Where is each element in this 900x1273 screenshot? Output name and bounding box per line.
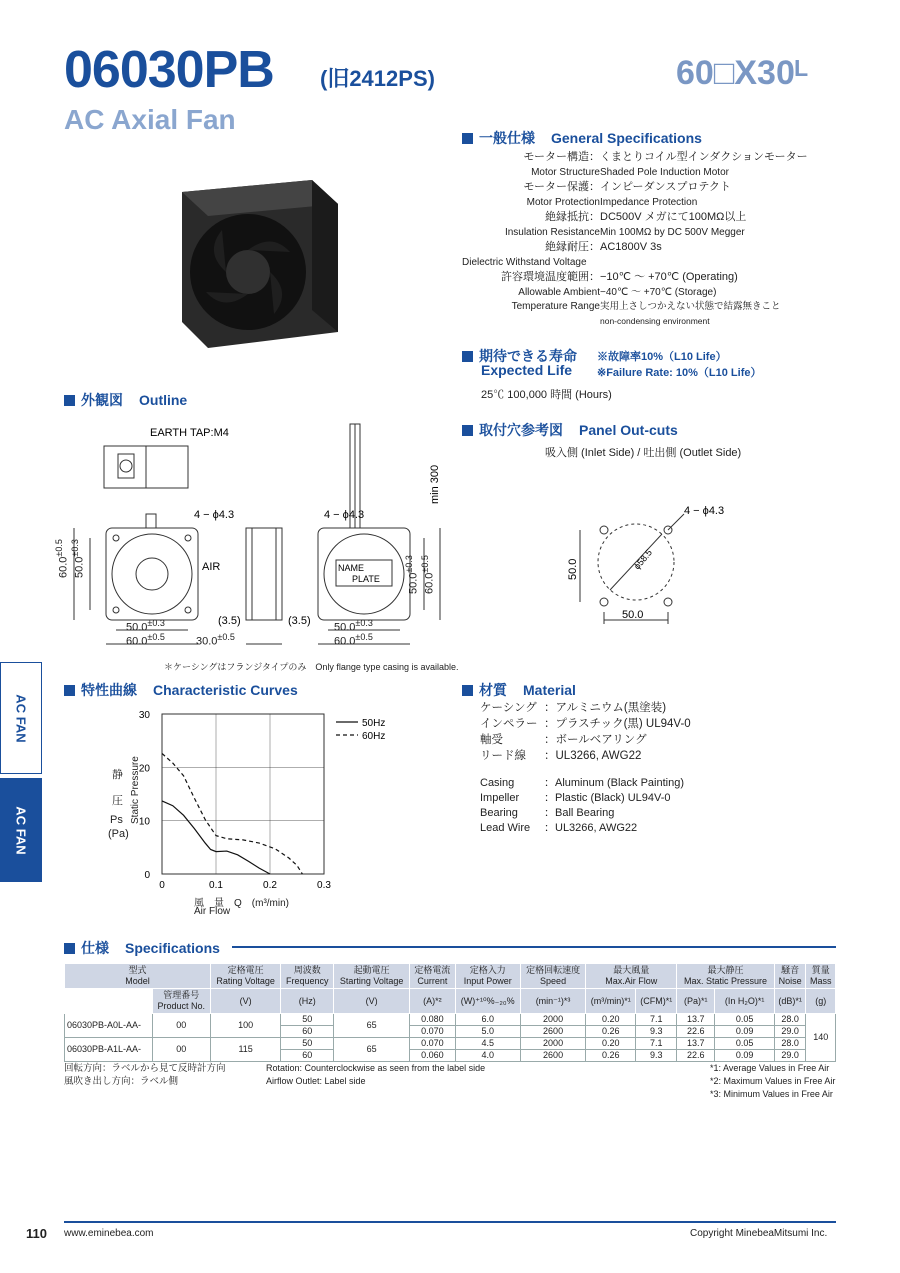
panel-h: 50.0 [567, 558, 579, 580]
spec-value: Impedance Protection [600, 197, 698, 208]
footer-copyright: Copyright MinebeaMitsumi Inc. [690, 1228, 828, 1239]
spec-label: モーター構造： [523, 151, 600, 163]
panel-drawing [560, 500, 760, 640]
side-tab-ac-fan-active[interactable]: AC FAN [0, 778, 42, 882]
table-row: 06030PB-A0L-AA- 00 100 50 65 0.080 6.0 2000 0.20 7.1 13.7 0.05 28.0 140 [65, 1014, 836, 1026]
characteristic-chart [100, 700, 420, 920]
panel-heading: 取付穴参考図 Panel Out-cuts [462, 420, 678, 440]
x-tick-label: 0 [159, 880, 165, 891]
spec-value: 実用上さしつかえない状態で結露無きこと [600, 301, 781, 312]
spec-label: Dielectric Withstand Voltage [462, 257, 587, 268]
spec-label: モーター保護： [523, 181, 600, 193]
dim-35-left: (3.5) [218, 615, 241, 627]
legend-label: 50Hz [362, 718, 386, 729]
y-tick-label: 20 [138, 763, 150, 775]
y-tick-label: 30 [138, 710, 150, 721]
spec-label: Motor Protection [526, 197, 600, 208]
curves-heading: 特性曲線 Characteristic Curves [64, 680, 298, 700]
notes-jp: 回転方向：ラベルから見て反時計方向 風吹き出し方向：ラベル側 [64, 1063, 226, 1087]
specs-rule [232, 946, 836, 948]
spec-label: Temperature Range [511, 301, 600, 312]
spec-value: DC500V メガにて100MΩ以上 [600, 211, 747, 223]
spec-value: Shaded Pole Induction Motor [600, 167, 729, 178]
spec-label: 絶縁耐圧： [545, 241, 600, 253]
dim-60-vert: $60.0^{\pm 0.5}$ [54, 539, 70, 578]
spec-table: 型式 Model 定格電圧 Rating Voltage 周波数 Frequency 起動電圧 Starting Voltage 定格電流 Current 定格入力 Input Power 定格回転速度 Speed 最大風量 Max.Air Flow 最大静圧 Max. Static Pressure 騒音 Noise 質量 Mass 管理番号 Product No. (V) (Hz) (V) (A)*² (W)⁺¹⁰%₋₂₀% (min⁻¹)*³ (m³/min)*¹ (CFM)*¹ (Pa)*¹ (In H₂O)*¹ (dB)*¹ (g) 06030PB-A0L-AA- 00 100 50 65 0.080 6.0 2000 0.20 7.1 13.7 0.05 28.0 140 60 0.070 5.0 2600 0.26 9.3 22.6 0.09 29.0 06030PB-A1L-AA- 00 115 50 65 0.070 4.5 2000 0.20 7.1 13.7 0.05 28.0 60 0.060 4.0 2600 0.26 9.3 22.6 0.09 29.0 [64, 963, 836, 1062]
outline-note: ＊ケーシングはフランジタイプのみ Only flange type casing is available. [164, 662, 459, 672]
spec-value: くまとりコイル型インダクションモーター [600, 151, 808, 163]
life-note-jp: ※故障率10%（L10 Life） [597, 351, 727, 363]
old-model: (旧2412PS) [320, 66, 435, 91]
dim-60-right: $60.0^{\pm 0.5}$ [334, 632, 373, 648]
outline-drawing [62, 418, 452, 658]
series-line-60Hz [162, 753, 302, 874]
spec-label: 許容環境温度範囲： [501, 271, 600, 283]
dim-50-vert: $50.0^{\pm 0.3}$ [70, 539, 86, 578]
table-row: 60 0.060 4.0 2600 0.26 9.3 22.6 0.09 29.0 [65, 1050, 836, 1062]
panel-dia: ϕ58.5 [631, 547, 655, 572]
y-tick-label: 0 [144, 870, 150, 881]
ylabel-ps: Ps [110, 814, 123, 826]
panel-sub: 吸入側 (Inlet Side) / 吐出側 (Outlet Side) [545, 447, 742, 459]
legend-label: 60Hz [362, 731, 386, 742]
panel-w: 50.0 [622, 609, 644, 621]
notes-en: Rotation: Counterclockwise as seen from the label side Airflow Outlet: Label side [266, 1063, 486, 1086]
table-row: 06030PB-A1L-AA- 00 115 50 65 0.070 4.5 2000 0.20 7.1 13.7 0.05 28.0 [65, 1038, 836, 1050]
dim-30: $30.0^{\pm 0.5}$ [196, 632, 235, 648]
side-tab-ac-fan[interactable]: AC FAN [0, 662, 42, 774]
dim-60-vert-r: $60.0^{\pm 0.5}$ [420, 555, 436, 594]
min-300-label: min 300 [429, 464, 441, 504]
size-label: 60□X30ᴸ [676, 54, 809, 92]
dim-50-right: $50.0^{\pm 0.3}$ [334, 618, 373, 634]
panel-holes: 4 − ϕ4.3 [684, 505, 725, 517]
holes-label-2: 4 − ϕ4.3 [324, 509, 365, 521]
x-tick-label: 0.3 [317, 880, 331, 891]
spec-value: −40℃ ～ +70℃ (Storage) [600, 287, 717, 298]
y-tick-label: 10 [138, 816, 150, 828]
material-en: Casing ：Aluminum (Black Painting) Impeller ：Plastic (Black) UL94V-0 Bearing ：Ball Bearing Lead Wire ：UL3266, AWG22 [480, 777, 684, 834]
spec-label: Allowable Ambient [518, 287, 600, 298]
subtitle: AC Axial Fan [64, 104, 236, 135]
earth-tap-label: EARTH TAP:M4 [150, 427, 229, 439]
spec-label: 絶縁抵抗： [545, 211, 600, 223]
life-value: 25℃ 100,000 時間 (Hours) [481, 389, 612, 401]
x-tick-label: 0.1 [209, 880, 223, 891]
life-title-en: Expected Life [481, 362, 573, 378]
x-tick-label: 0.2 [263, 880, 277, 891]
holes-label: 4 − ϕ4.3 [194, 509, 235, 521]
spec-value: インピーダンスプロテクト [600, 181, 731, 193]
air-label: AIR [202, 561, 221, 573]
material-jp: ケーシング ：アルミニウム(黒塗装) インペラー ：プラスチック(黒) UL94V-0 軸受 ：ボールベアリング リード線 ：UL3266, AWG22 [480, 702, 691, 762]
plot-frame [162, 714, 324, 874]
footer-url[interactable]: www.eminebea.com [64, 1228, 154, 1239]
table-row: 60 0.070 5.0 2600 0.26 9.3 22.6 0.09 29.0 [65, 1026, 836, 1038]
xlabel-jp: 風 量 Q (m³/min) [194, 898, 289, 909]
spec-value: −10℃ ～ +70℃ (Operating) [600, 271, 738, 283]
ylabel-jp2: 圧 [112, 795, 123, 807]
spec-label: Insulation Resistance [504, 227, 600, 238]
page-number: 110 [26, 1226, 47, 1241]
dim-50-vert-r: $50.0^{\pm 0.3}$ [404, 555, 420, 594]
spec-label: Motor Structure [531, 167, 600, 178]
general-spec-heading: 一般仕様 General Specifications [462, 128, 702, 148]
name-label: NAME [338, 563, 365, 573]
spec-value: Min 100MΩ by DC 500V Megger [600, 227, 745, 238]
plate-label: PLATE [352, 574, 380, 584]
dim-60: $60.0^{\pm 0.5}$ [126, 632, 165, 648]
spec-value: non-condensing environment [600, 316, 710, 326]
spec-value: AC1800V 3s [600, 241, 662, 253]
dim-50: $50.0^{\pm 0.3}$ [126, 618, 165, 634]
footer-rule [64, 1221, 836, 1223]
dim-35-right: (3.5) [288, 615, 311, 627]
life-note-en: ※Failure Rate: 10%（L10 Life） [597, 367, 762, 379]
ylabel-unit: (Pa) [108, 828, 129, 840]
xlabel-en: Air Flow [194, 906, 231, 917]
notes-ref: *1: Average Values in Free Air *2: Maximum Values in Free Air *3: Minimum Values in Free Air [710, 1063, 836, 1099]
ylabel-en: Static Pressure [130, 756, 141, 824]
specs-heading: 仕様 Specifications [64, 938, 220, 958]
life-heading: 期待できる寿命 [462, 346, 577, 366]
material-heading: 材質 Material [462, 680, 576, 700]
ylabel-jp1: 静 [112, 769, 123, 781]
outline-heading: 外観図 Outline [64, 390, 187, 410]
fan-photo [162, 172, 342, 352]
model-title: 06030PB [64, 41, 274, 99]
